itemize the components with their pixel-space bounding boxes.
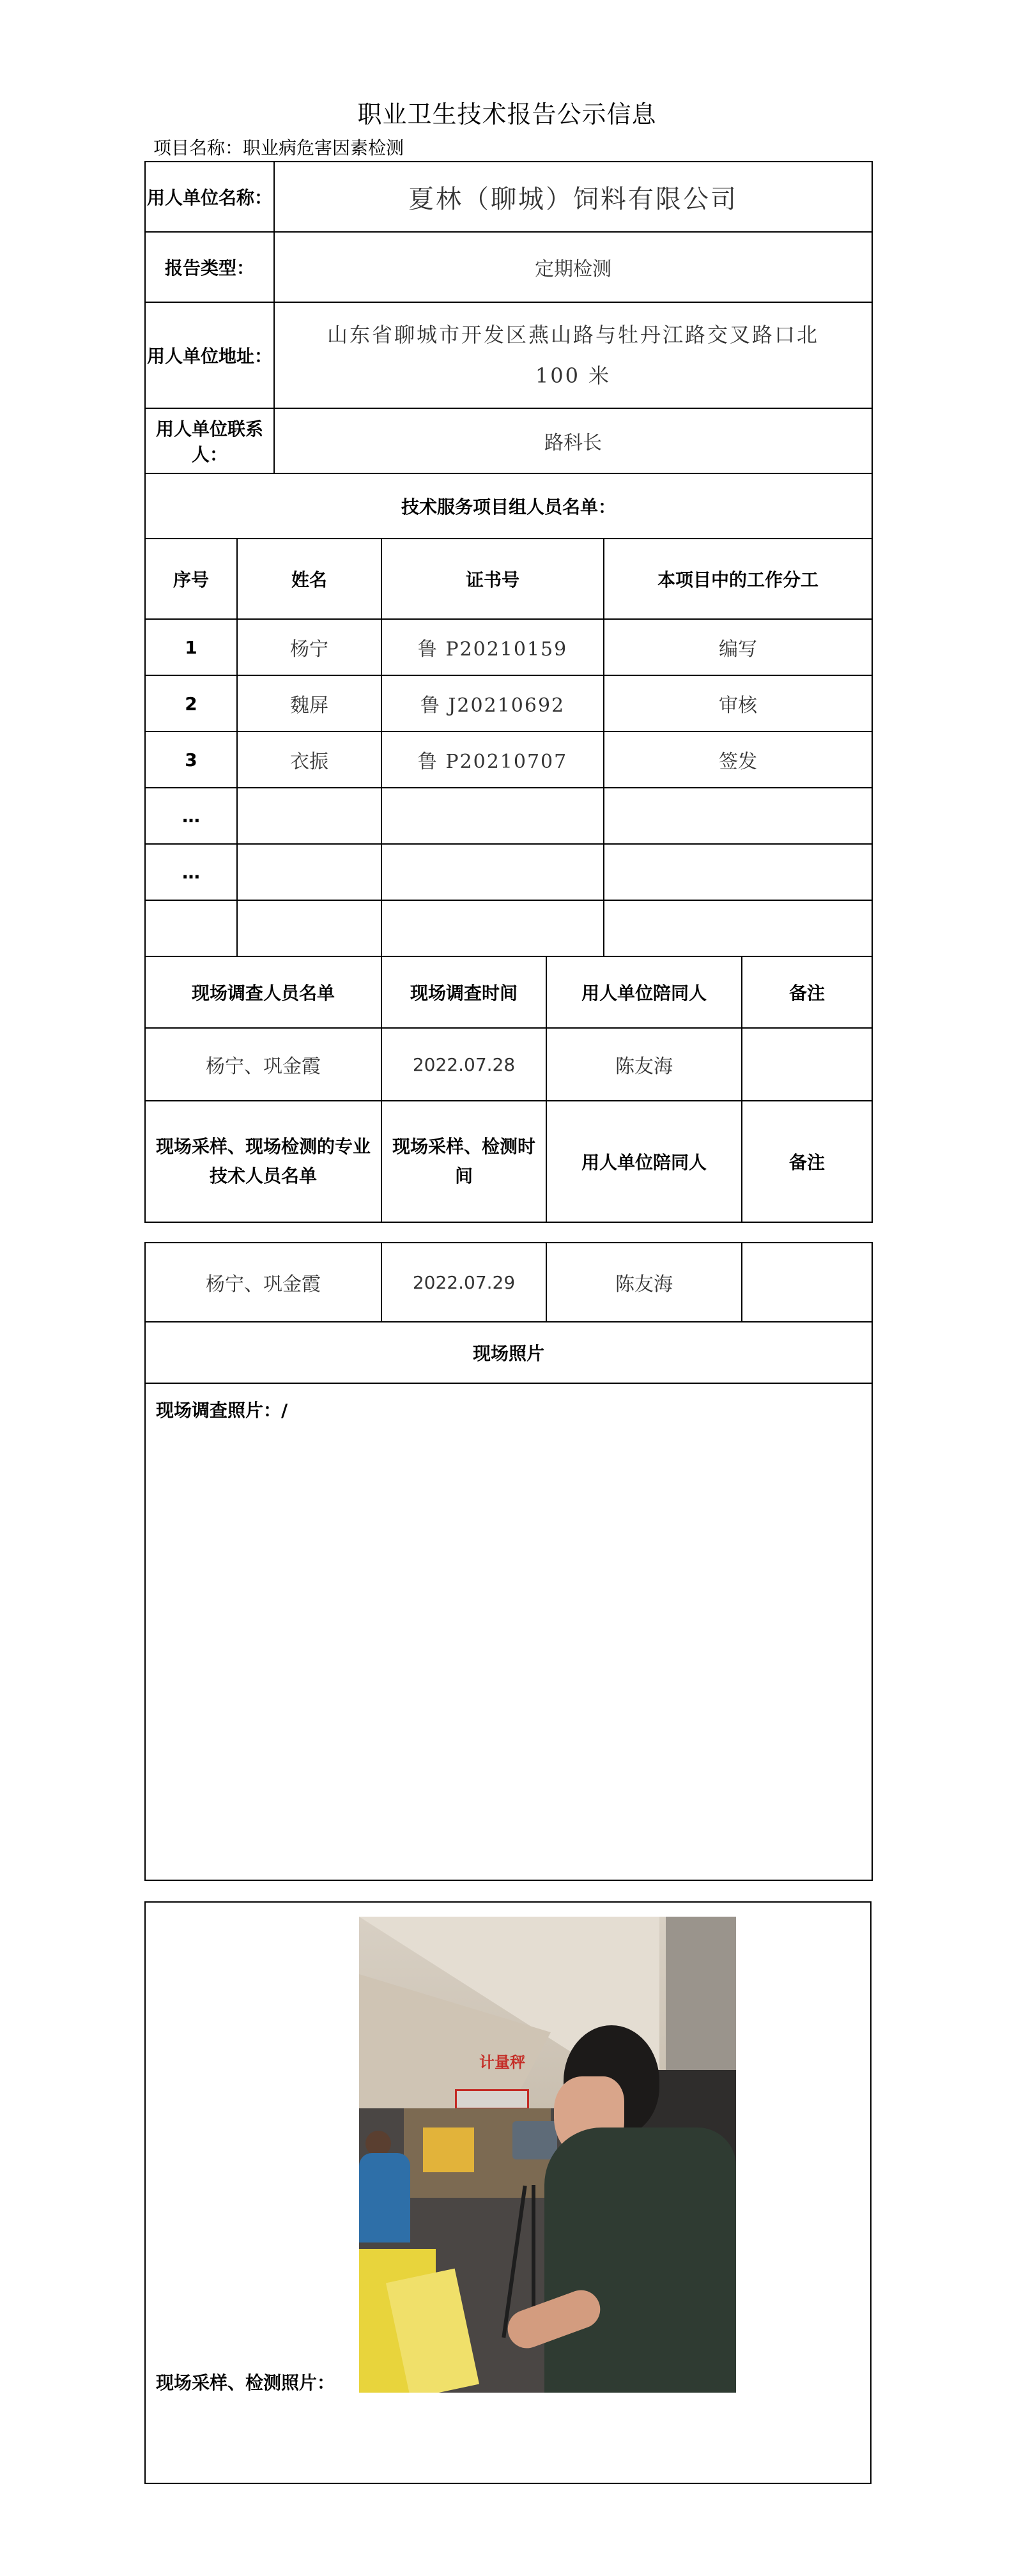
team-cell-role: [604, 844, 872, 900]
table-row: [145, 1243, 872, 1322]
table-row: [145, 788, 872, 844]
sampling-cell-escort: 陈友海: [546, 1243, 742, 1322]
address-value: [274, 302, 872, 408]
team-cell-index: …: [145, 844, 237, 900]
sampling-photo-label: 现场采样、检测照片：: [156, 2372, 335, 2393]
team-cell-cert: 鲁 J20210692: [381, 675, 604, 732]
survey-cell-remark: [742, 1028, 872, 1101]
team-cell-index: 2: [145, 675, 237, 732]
team-cell-role: 审核: [604, 675, 872, 732]
team-cell-role: [604, 900, 872, 956]
unit-name-label: 用人单位名称：: [145, 162, 274, 232]
survey-cell-time: 2022.07.28: [381, 1028, 546, 1101]
team-cell-index: 3: [145, 732, 237, 788]
sampling-header-staff: 现场采样、现场检测的专业技术人员名单: [145, 1101, 381, 1222]
table-row: [145, 619, 872, 675]
team-cell-name: [237, 844, 381, 900]
team-cell-index: 1: [145, 619, 237, 675]
photos-title: 现场照片: [145, 1322, 872, 1383]
team-cell-name: [237, 788, 381, 844]
sampling-photo: [359, 1917, 736, 2393]
team-cell-name: 魏屏: [237, 675, 381, 732]
survey-header-remark: 备注: [742, 956, 872, 1028]
page-title: 职业卫生技术报告公示信息: [357, 100, 657, 128]
table-row: [145, 1028, 872, 1101]
team-cell-index: …: [145, 788, 237, 844]
team-section-title: 技术服务项目组人员名单：: [145, 473, 872, 539]
team-cell-name: 衣振: [237, 732, 381, 788]
team-cell-name: 杨宁: [237, 619, 381, 675]
unit-name-value: 夏林（聊城）饲料有限公司: [274, 162, 872, 232]
address-label: 用人单位地址：: [145, 302, 274, 408]
team-cell-cert: [381, 900, 604, 956]
contact-value: 路科长: [274, 408, 872, 473]
sampling-header-escort: 用人单位陪同人: [546, 1101, 742, 1222]
sampling-header-time: 现场采样、检测时间: [381, 1101, 546, 1222]
report-type-value: 定期检测: [274, 232, 872, 302]
team-cell-cert: [381, 844, 604, 900]
team-header-cert: 证书号: [381, 539, 604, 619]
team-cell-cert: 鲁 P20210707: [381, 732, 604, 788]
team-header-index: 序号: [145, 539, 237, 619]
survey-photo-area: [145, 1383, 872, 1880]
survey-photo-label: 现场调查照片：/: [156, 1400, 288, 1421]
sampling-header-remark: 备注: [742, 1101, 872, 1222]
scale-sign: 计量秤: [479, 2053, 525, 2071]
survey-cell-staff: 杨宁、巩金霞: [145, 1028, 381, 1101]
team-cell-role: 签发: [604, 732, 872, 788]
sampling-table: [144, 1242, 873, 1881]
survey-header-escort: 用人单位陪同人: [546, 956, 742, 1028]
team-cell-cert: 鲁 P20210159: [381, 619, 604, 675]
survey-header-staff: 现场调查人员名单: [145, 956, 381, 1028]
team-cell-role: 编写: [604, 619, 872, 675]
project-name: 项目名称：职业病危害因素检测: [153, 137, 404, 158]
team-cell-index: [145, 900, 237, 956]
team-cell-cert: [381, 788, 604, 844]
team-cell-role: [604, 788, 872, 844]
team-header-role: 本项目中的工作分工: [604, 539, 872, 619]
team-cell-name: [237, 900, 381, 956]
contact-label: 用人单位联系人：: [145, 408, 274, 473]
survey-cell-escort: 陈友海: [546, 1028, 742, 1101]
sampling-cell-staff: 杨宁、巩金霞: [145, 1243, 381, 1322]
survey-header-time: 现场调查时间: [381, 956, 546, 1028]
info-table: [144, 161, 873, 1223]
address-line-1: 山东省聊城市开发区燕山路与牡丹江路交叉路口北: [327, 323, 820, 347]
table-row: [145, 844, 872, 900]
table-row: [145, 900, 872, 956]
sampling-cell-remark: [742, 1243, 872, 1322]
table-row: [145, 675, 872, 732]
sampling-cell-time: 2022.07.29: [381, 1243, 546, 1322]
team-header-name: 姓名: [237, 539, 381, 619]
table-row: [145, 732, 872, 788]
report-type-label: 报告类型：: [145, 232, 274, 302]
address-line-2: 100 米: [535, 364, 611, 388]
